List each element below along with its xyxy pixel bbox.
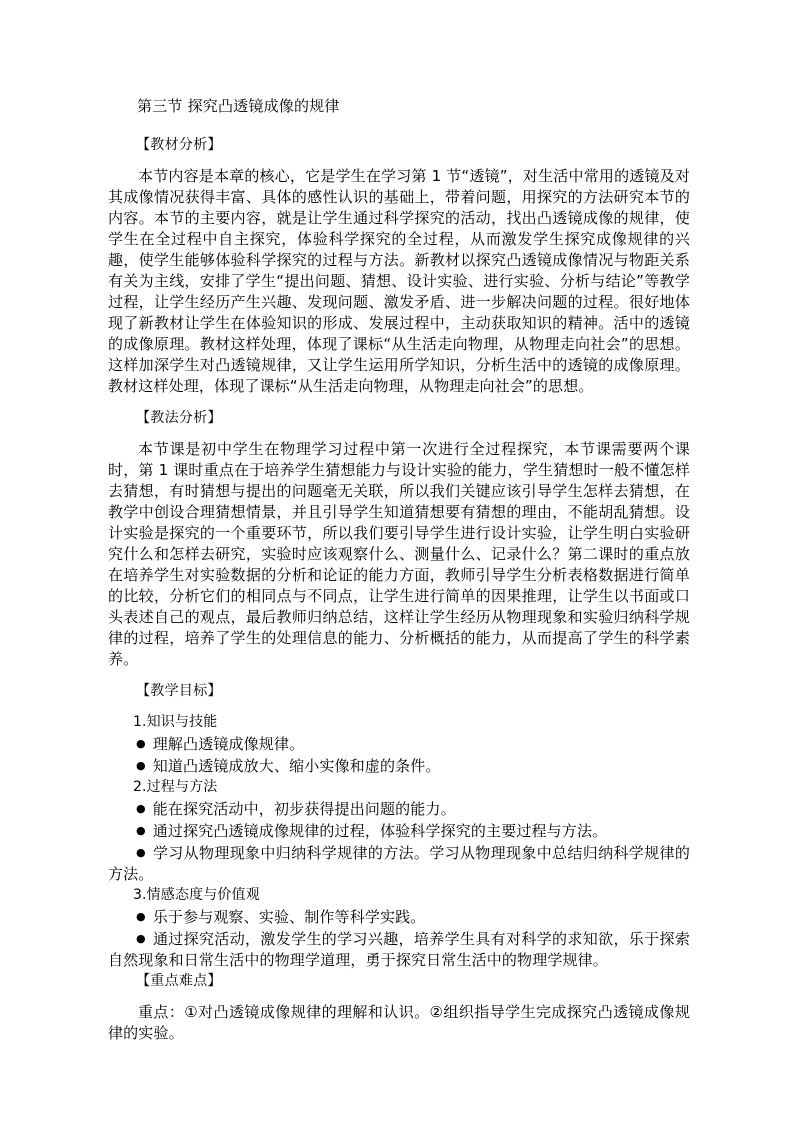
list-item-text: 学习从物理现象中归纳科学规律的方法。学习从物理现象中总结归纳科学规律的方法。	[108, 844, 690, 883]
paragraph-key-points: 重点：①对凸透镜成像规律的理解和认识。②组织指导学生完成探究凸透镜成像规律的实验。	[108, 1003, 690, 1042]
paragraph-textbook-analysis: 本节内容是本章的核心，它是学生在学习第 1 节“透镜”，对生活中常用的透镜及对其成像情况获得丰富、具体的感性认识的基础上，带着问题，用探究的方法研究本节的内容。本节的主要内容，就是让学生通过科学探究的活动，找出凸透镜成像的规律，使学生在全过程中自主探究，体验科学探究的全过程，从而激发学生探究成像规律的兴趣，使学生能够体验科学探究的过程与方法。新教材以探究凸透镜成像情况与物距关系有关为主线，安排了学生“提出问题、猜想、设计实验、进行实验、分析与结论”等教学过程，让学生经历产生兴趣、发现问题、激发矛盾、进一步解决问题的过程。很好地体现了新教材让学生在体验知识的形成、发展过程中，主动获取知识的精神。活中的透镜的成像原理。教材这样处理，体现了课标“从生活走向物理，从物理走向社会”的思想。这样加深学生对凸透镜规律，又让学生运用所学知识，分析生活中的透镜的成像原理。教材这样处理，体现了课标“从生活走向物理，从物理走向社会”的思想。	[108, 167, 690, 395]
page-title: 第三节 探究凸透镜成像的规律	[137, 97, 340, 115]
section-heading-teaching-objectives: 【教学目标】	[136, 683, 222, 699]
list-item-text: 通过探究凸透镜成像规律的过程，体验科学探究的主要过程与方法。	[152, 822, 608, 840]
list-item-text: 能在探究活动中，初步获得提出问题的能力。	[152, 800, 456, 818]
list-item	[108, 798, 690, 820]
list-item	[108, 842, 690, 885]
bullet-icon: ●	[136, 802, 146, 815]
paragraph-teaching-method-analysis: 本节课是初中学生在物理学习过程中第一次进行全过程探究，本节课需要两个课时，第 1 课时重点在于培养学生猜想能力与设计实验的能力，学生猜想时一般不懂怎样去猜想，有时猜想与提出的问题毫无关联，所以我们关键应该引导学生怎样去猜想，在教学中创设合理猜想情景，并且引导学生知道猜想要有猜想的理由，不能胡乱猜想。设计实验是探究的一个重要环节，所以我们要引导学生进行设计实验，让学生明白实验研究什么和怎样去研究，实验时应该观察什么、测量什么、记录什么？第二课时的重点放在培养学生对实验数据的分析和论证的能力方面，教师引导学生分析表格数据进行简单的比较，分析它们的相同点与不同点，让学生进行简单的因果推理，让学生以书面或口头表述自己的观点，最后教师归纳总结，这样让学生经历从物理现象和实验归纳科学规律的过程，培养了学生的处理信息的能力、分析概括的能力，从而提高了学生的科学素养。	[108, 440, 690, 668]
objective-group-label-process: 2.过程与方法	[133, 779, 218, 795]
section-heading-teaching-method-analysis: 【教法分析】	[136, 410, 222, 426]
list-item	[108, 928, 690, 971]
objective-group-label-knowledge: 1.知识与技能	[133, 714, 218, 730]
list-item	[108, 820, 690, 842]
bullet-icon: ●	[136, 846, 146, 859]
bullet-icon: ●	[136, 910, 146, 923]
section-heading-key-points: 【重点难点】	[136, 973, 222, 989]
bullet-icon: ●	[136, 737, 146, 750]
list-item	[108, 755, 690, 777]
list-item	[108, 906, 690, 928]
objective-group-label-attitude: 3.情感态度与价值观	[133, 887, 260, 903]
list-item-text: 乐于参与观察、实验、制作等科学实践。	[152, 908, 426, 926]
list-item-text: 通过探究活动，激发学生的学习兴趣，培养学生具有对科学的求知欲，乐于探索自然现象和日常生活中的物理学道理，勇于探究日常生活中的物理学规律。	[108, 930, 690, 969]
list-item-text: 知道凸透镜成放大、缩小实像和虚的条件。	[152, 757, 441, 775]
list-item-text: 理解凸透镜成像规律。	[152, 735, 305, 753]
list-item	[108, 733, 690, 755]
document-body	[108, 96, 690, 1044]
bullet-icon: ●	[136, 824, 146, 837]
bullet-icon: ●	[136, 932, 146, 945]
section-heading-textbook-analysis: 【教材分析】	[136, 137, 222, 153]
bullet-icon: ●	[136, 759, 146, 772]
